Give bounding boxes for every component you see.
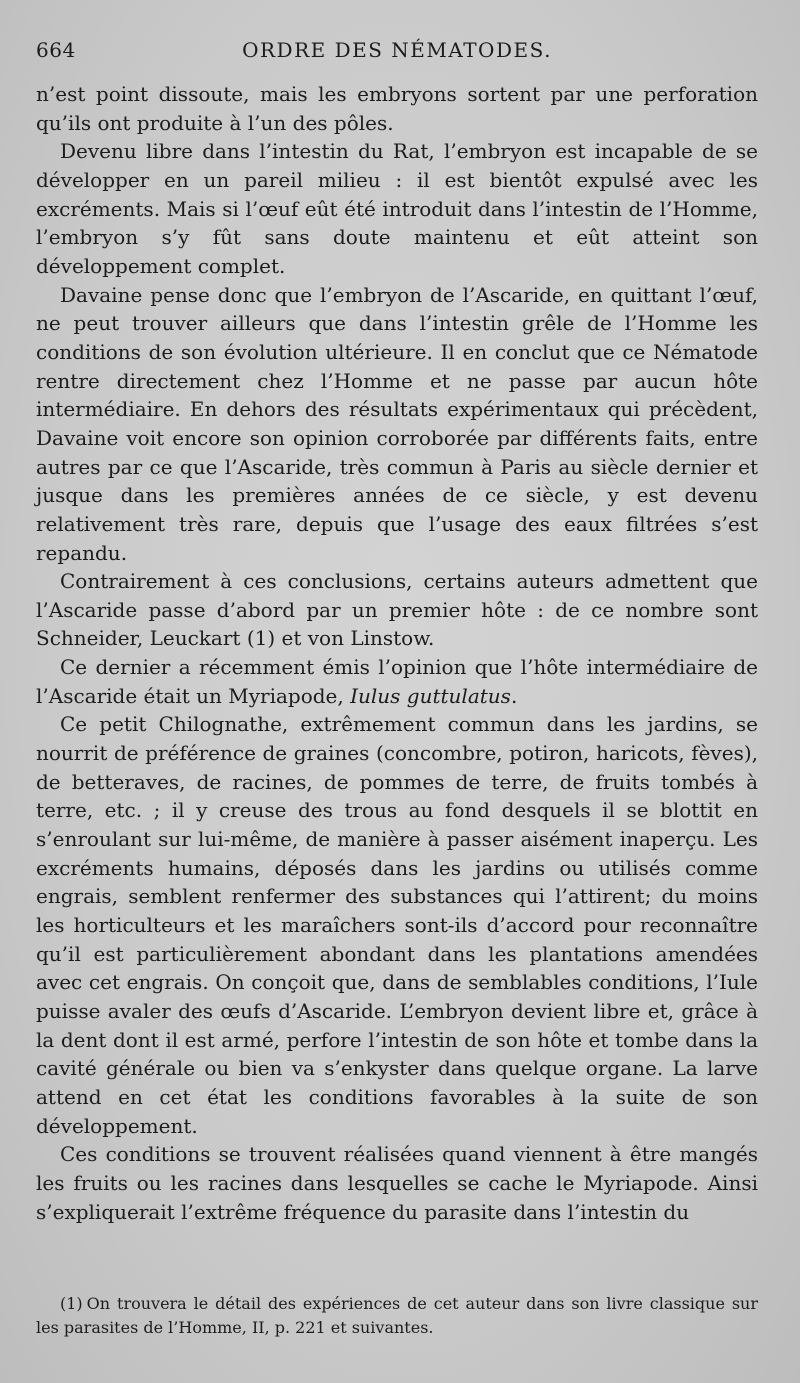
paragraph-text: .	[510, 683, 518, 708]
paragraph	[36, 653, 758, 710]
footnote-reference: (1)	[246, 626, 276, 651]
paragraph-text: n’est point dissoute, mais les embryons sortent par une perforation qu’ils ont produite à l’un des pôles.	[36, 82, 758, 135]
paragraph-text: Ce dernier a récemment émis l’opinion que l’hôte intermédiaire de l’Ascaride était un Myriapode,	[36, 655, 758, 708]
paragraph-text: Davaine pense donc que l’embryon de l’Ascaride, en quittant l’œuf, ne peut trouver ailleurs que dans l’intestin grêle de l’Homme les conditions de son évolution ultérieure. Il en conclut que ce Nématode rentre directement chez l’Homme et ne passe par aucun hôte intermédiaire. En dehors des résultats expérimentaux qui précèdent, Davaine voit encore son opinion corroborée par différents faits, entre autres par ce que l’Ascaride, très commun à Paris au siècle dernier et jusque dans les premières années de ce siècle, y est devenu relativement très rare, depuis que l’usage des eaux filtrées s’est repandu.	[36, 282, 758, 565]
body-text	[36, 80, 758, 1226]
paragraph-text: et von Linstow.	[275, 626, 435, 651]
page-number: 664	[36, 38, 76, 62]
footnote-mark: (1)	[60, 1294, 83, 1313]
paragraph-text: Devenu libre dans l’intestin du Rat, l’embryon est incapable de se développer en un pareil milieu : il est bientôt expulsé avec les excréments. Mais si l’œuf eût été introduit dans l’intestin de l’Homme, l’embryon s’y fût sans doute maintenu et eût atteint son développement complet.	[36, 139, 758, 278]
paragraph	[36, 567, 758, 653]
paragraph	[36, 137, 758, 280]
paragraph-text: Contrairement à ces conclusions, certains auteurs admettent que l’Ascaride passe d’abord par un premier hôte : de ce nombre sont Schneider, Leuckart	[36, 569, 758, 651]
header-title: ORDRE DES NÉMATODES.	[242, 38, 552, 62]
species-name: Iulus guttulatus	[350, 683, 511, 708]
running-head	[36, 38, 758, 68]
paragraph-continued	[36, 80, 758, 137]
paragraph-text: Ce petit Chilognathe, extrêmement commun dans les jardins, se nourrit de préférence de graines (concombre, potiron, haricots, fèves), de betteraves, de racines, de pommes de terre, de fruits tombés à terre, etc. ; il y creuse des trous au fond desquels il se blottit en s’enroulant sur lui-même, de manière à passer aisément inaperçu. Les excréments humains, déposés dans les jardins ou utilisés comme engrais, semblent renfermer des substances qui l’attirent; du moins les horticulteurs et les maraîchers sont-ils d’accord pour reconnaître qu’il est particulièrement abondant dans les plantations amendées avec cet engrais. On conçoit que, dans de semblables conditions, l’Iule puisse avaler des œufs d’Ascaride. L’embryon devient libre et, grâce à la dent dont il est armé, perfore l’intestin de son hôte et tombe dans la cavité générale ou bien va s’enkyster dans quelque organe. La larve attend en cet état les conditions favorables à la suite de son développement.	[36, 712, 758, 1138]
footnotes	[36, 1292, 758, 1340]
footnote	[36, 1292, 758, 1340]
paragraph	[36, 1140, 758, 1226]
footnote-text: On trouvera le détail des expériences de cet auteur dans son livre classique sur les parasites de l’Homme, II, p. 221 et suivantes.	[36, 1294, 758, 1337]
paragraph	[36, 710, 758, 1140]
paragraph-text: Ces conditions se trouvent réalisées quand viennent à être mangés les fruits ou les racines dans lesquelles se cache le Myriapode. Ainsi s’expliquerait l’extrême fréquence du parasite dans l’intestin du	[36, 1142, 758, 1224]
paragraph	[36, 281, 758, 568]
